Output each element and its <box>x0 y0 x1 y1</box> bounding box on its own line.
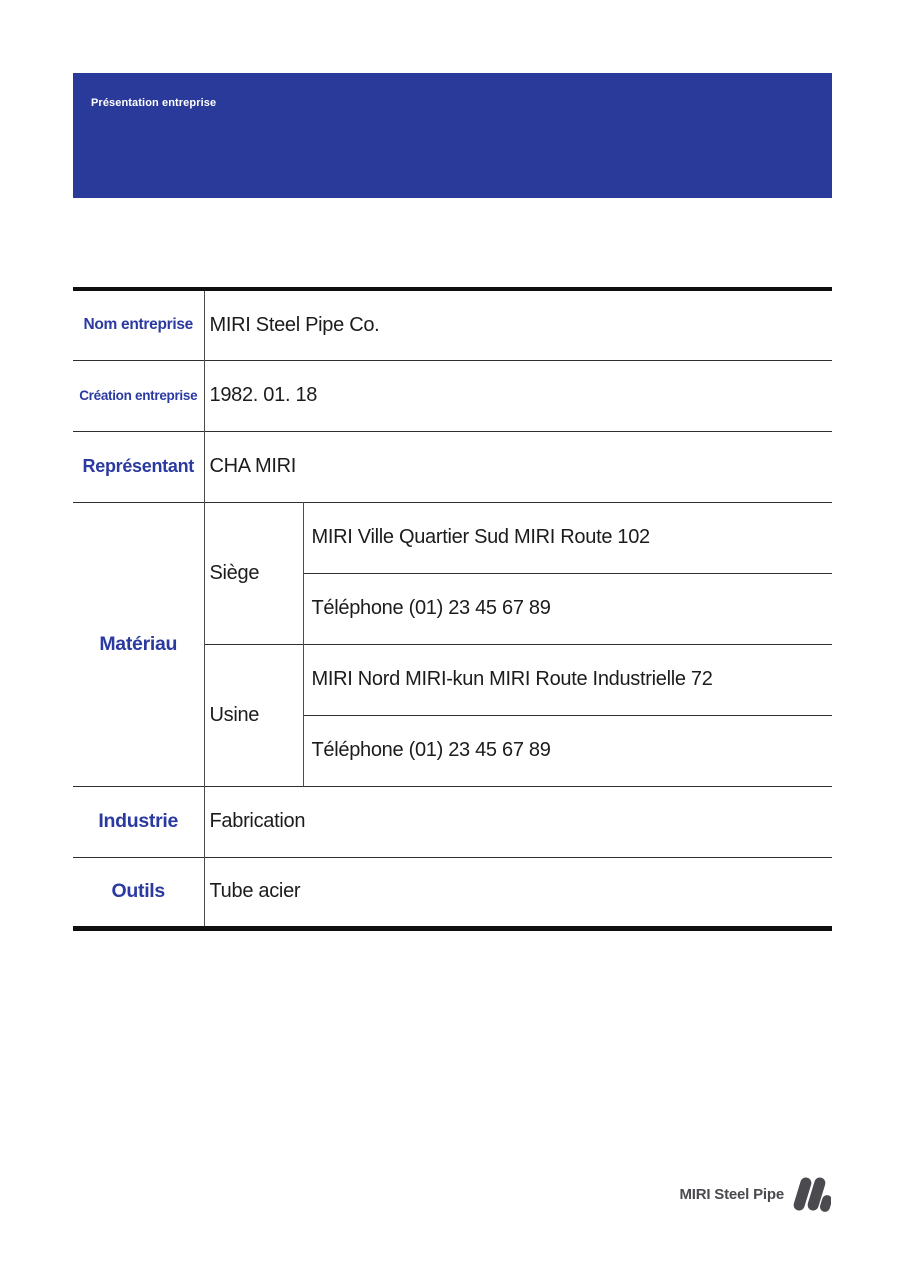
row-label-founded: Création entreprise <box>73 360 204 431</box>
miri-m-mark-icon <box>793 1174 831 1214</box>
row-value-founded: 1982. 01. 18 <box>204 360 832 431</box>
company-info-section <box>73 287 832 931</box>
brand-footer <box>679 1174 831 1214</box>
table-row-tools <box>73 857 832 928</box>
row-label-company-name: Nom entreprise <box>73 289 204 360</box>
sub-label-factory: Usine <box>204 644 303 786</box>
row-label-industry: Industrie <box>73 786 204 857</box>
row-label-tools: Outils <box>73 857 204 928</box>
table-row-company-name <box>73 289 832 360</box>
table-row-industry <box>73 786 832 857</box>
row-value-company-name: MIRI Steel Pipe Co. <box>204 289 832 360</box>
header-band <box>73 73 832 198</box>
brand-name: MIRI Steel Pipe <box>679 1185 784 1203</box>
table-row-representative <box>73 431 832 502</box>
row-label-representative: Représentant <box>73 431 204 502</box>
row-value-representative: CHA MIRI <box>204 431 832 502</box>
hq-phone: Téléphone (01) 23 45 67 89 <box>303 573 832 644</box>
table-row-founded <box>73 360 832 431</box>
company-info-table <box>73 287 832 931</box>
row-value-industry: Fabrication <box>204 786 832 857</box>
factory-address: MIRI Nord MIRI-kun MIRI Route Industrielle 72 <box>303 644 832 715</box>
page-title: Présentation entreprise <box>91 97 217 109</box>
factory-phone: Téléphone (01) 23 45 67 89 <box>303 715 832 786</box>
row-value-tools: Tube acier <box>204 857 832 928</box>
row-label-material: Matériau <box>73 502 204 786</box>
hq-address: MIRI Ville Quartier Sud MIRI Route 102 <box>303 502 832 573</box>
table-row-material-hq-address <box>73 502 832 573</box>
sub-label-hq: Siège <box>204 502 303 644</box>
